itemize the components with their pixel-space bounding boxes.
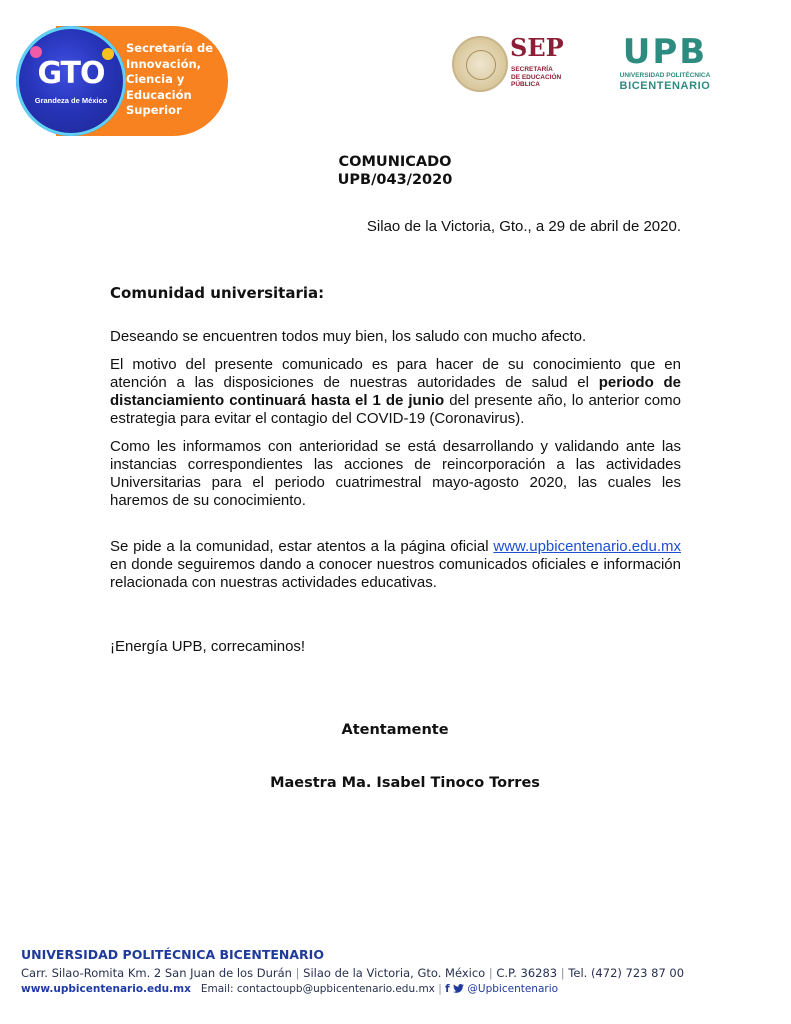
footer-contact-line: www.upbicentenario.edu.mx Email: contactoupb@upbicentenario.edu.mx | f @Upbicentenario [21,983,559,995]
twitter-icon[interactable] [453,984,464,993]
paragraph-website: Se pide a la comunidad, estar atentos a la página oficial www.upbicentenario.edu.mx en donde seguiremos dando a conocer nuestros comunicados oficiales e información relacionada con nuestras actividades educativas. [110,538,681,591]
atentamente: Atentamente [341,722,449,738]
gto-tagline: Grandeza de México [34,96,108,105]
upb-logo [609,32,721,94]
closing-line: ¡Energía UPB, correcaminos! [110,638,306,655]
footer-address: Carr. Silao-Romita Km. 2 San Juan de los Durán [21,966,292,980]
upb-mark: UPB [622,32,708,72]
sep-wordmark: SEP [510,33,564,62]
gto-secretaria-name: Secretaría de Innovación, Ciencia y Educación Superior [126,41,214,118]
salutation: Comunidad universitaria: [110,284,325,302]
footer-address-line: Carr. Silao-Romita Km. 2 San Juan de los Durán | Silao de la Victoria, Gto. México | C.P. 36283 | Tel. (472) 723 87 00 [21,966,685,980]
place-date: Silao de la Victoria, Gto., a 29 de abril de 2020. [366,218,681,235]
footer-cp: C.P. 36283 [496,966,558,980]
document-title: COMUNICADO [338,154,452,170]
paragraph-greeting: Deseando se encuentren todos muy bien, los saludo con mucho afecto. [110,328,587,345]
footer-email[interactable]: Email: contactoupb@upbicentenario.edu.mx [200,983,435,995]
upb-univ-text: UNIVERSIDAD POLITÉCNICA [619,72,711,79]
mexico-seal-icon [452,36,508,92]
website-link[interactable]: www.upbicentenario.edu.mx [493,538,681,555]
footer-phone: Tel. (472) 723 87 00 [568,966,685,980]
gto-mark: GTO [37,56,105,91]
paragraph-motive: El motivo del presente comunicado es para hacer de su conocimiento que en atención a las disposiciones de nuestras autoridades de salud el periodo de distanciamiento continuará hasta el 1 de junio del presente año, lo anterior como estrategia para evitar el contagio del COVID-19 (Coronavirus). [110,356,681,427]
paragraph-reincorporation: Como les informamos con anterioridad se está desarrollando y validando ante las instancias correspondientes las acciones de reincorporación a las actividades Universitarias para el periodo cuatrimestral mayo-agosto 2020, las cuales les haremos de su conocimiento. [110,438,681,509]
sep-logo [452,33,577,93]
highlight-distancing-period: periodo de distanciamiento continuará hasta el 1 de junio [110,374,681,409]
footer-city: Silao de la Victoria, Gto. México [303,966,486,980]
footer-social-handle[interactable]: @Upbicentenario [467,983,559,995]
sep-caption: SECRETARÍA DE EDUCACIÓN PÚBLICA [511,66,562,88]
signer-name: Maestra Ma. Isabel Tinoco Torres [270,775,540,791]
footer-institution: UNIVERSIDAD POLITÉCNICA BICENTENARIO [21,947,324,962]
document-reference: UPB/043/2020 [337,172,453,188]
upb-bicentenario-text: BICENTENARIO [619,80,711,92]
facebook-icon[interactable]: f [445,983,450,995]
footer-website-link[interactable]: www.upbicentenario.edu.mx [21,983,191,995]
gto-logo [16,26,228,136]
